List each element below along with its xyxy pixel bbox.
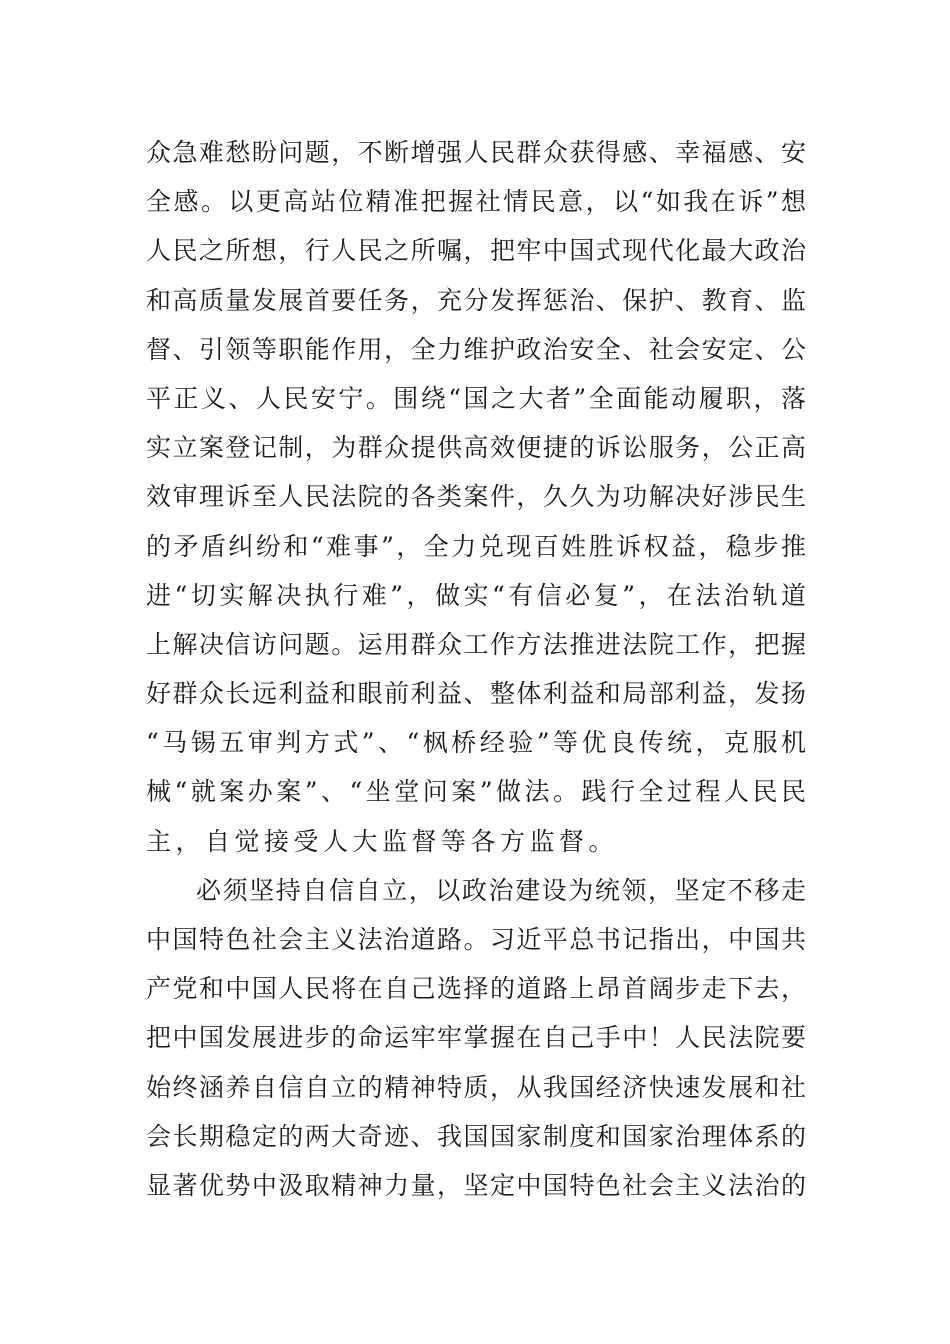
text-line: 显著优势中汲取精神力量，坚定中国特色社会主义法治的 (146, 1170, 806, 1200)
text-line: 始终涵养自信自立的精神特质，从我国经济快速发展和社 (146, 1072, 806, 1102)
text-line: 全感。以更高站位精准把握社情民意，以“如我在诉”想 (146, 187, 806, 217)
paragraph-start-line: 必须坚持自信自立，以政治建设为统领，坚定不移走 (196, 875, 806, 905)
text-line: 平正义、人民安宁。围绕“国之大者”全面能动履职，落 (146, 383, 806, 413)
body-text (146, 128, 806, 1210)
text-line: 上解决信访问题。运用群众工作方法推进法院工作，把握 (146, 629, 806, 659)
text-line: 产党和中国人民将在自己选择的道路上昂首阔步走下去， (146, 974, 806, 1004)
text-line: 的矛盾纠纷和“难事”，全力兑现百姓胜诉权益，稳步推 (146, 531, 806, 561)
text-line: 械“就案办案”、“坐堂问案”做法。践行全过程人民民 (146, 777, 806, 807)
text-line: 实立案登记制，为群众提供高效便捷的诉讼服务，公正高 (146, 433, 806, 463)
text-line: 好群众长远利益和眼前利益、整体利益和局部利益，发扬 (146, 679, 806, 709)
text-line: “马锡五审判方式”、“枫桥经验”等优良传统，克服机 (146, 728, 806, 758)
text-line: 进“切实解决执行难”，做实“有信必复”，在法治轨道 (146, 580, 806, 610)
text-line: 人民之所想，行人民之所嘱，把牢中国式现代化最大政治 (146, 236, 806, 266)
text-line: 效审理诉至人民法院的各类案件，久久为功解决好涉民生 (146, 482, 806, 512)
text-line: 督、引领等职能作用，全力维护政治安全、社会安定、公 (146, 334, 806, 364)
text-line: 会长期稳定的两大奇迹、我国国家制度和国家治理体系的 (146, 1121, 806, 1151)
text-line: 众急难愁盼问题，不断增强人民群众获得感、幸福感、安 (146, 138, 806, 167)
text-line: 把中国发展进步的命运牢牢掌握在自己手中！人民法院要 (146, 1023, 806, 1053)
text-line: 和高质量发展首要任务，充分发挥惩治、保护、教育、监 (146, 285, 806, 315)
text-line: 中国特色社会主义法治道路。习近平总书记指出，中国共 (146, 925, 806, 954)
paragraph-end-line: 主，自觉接受人大监督等各方监督。 (146, 826, 619, 856)
